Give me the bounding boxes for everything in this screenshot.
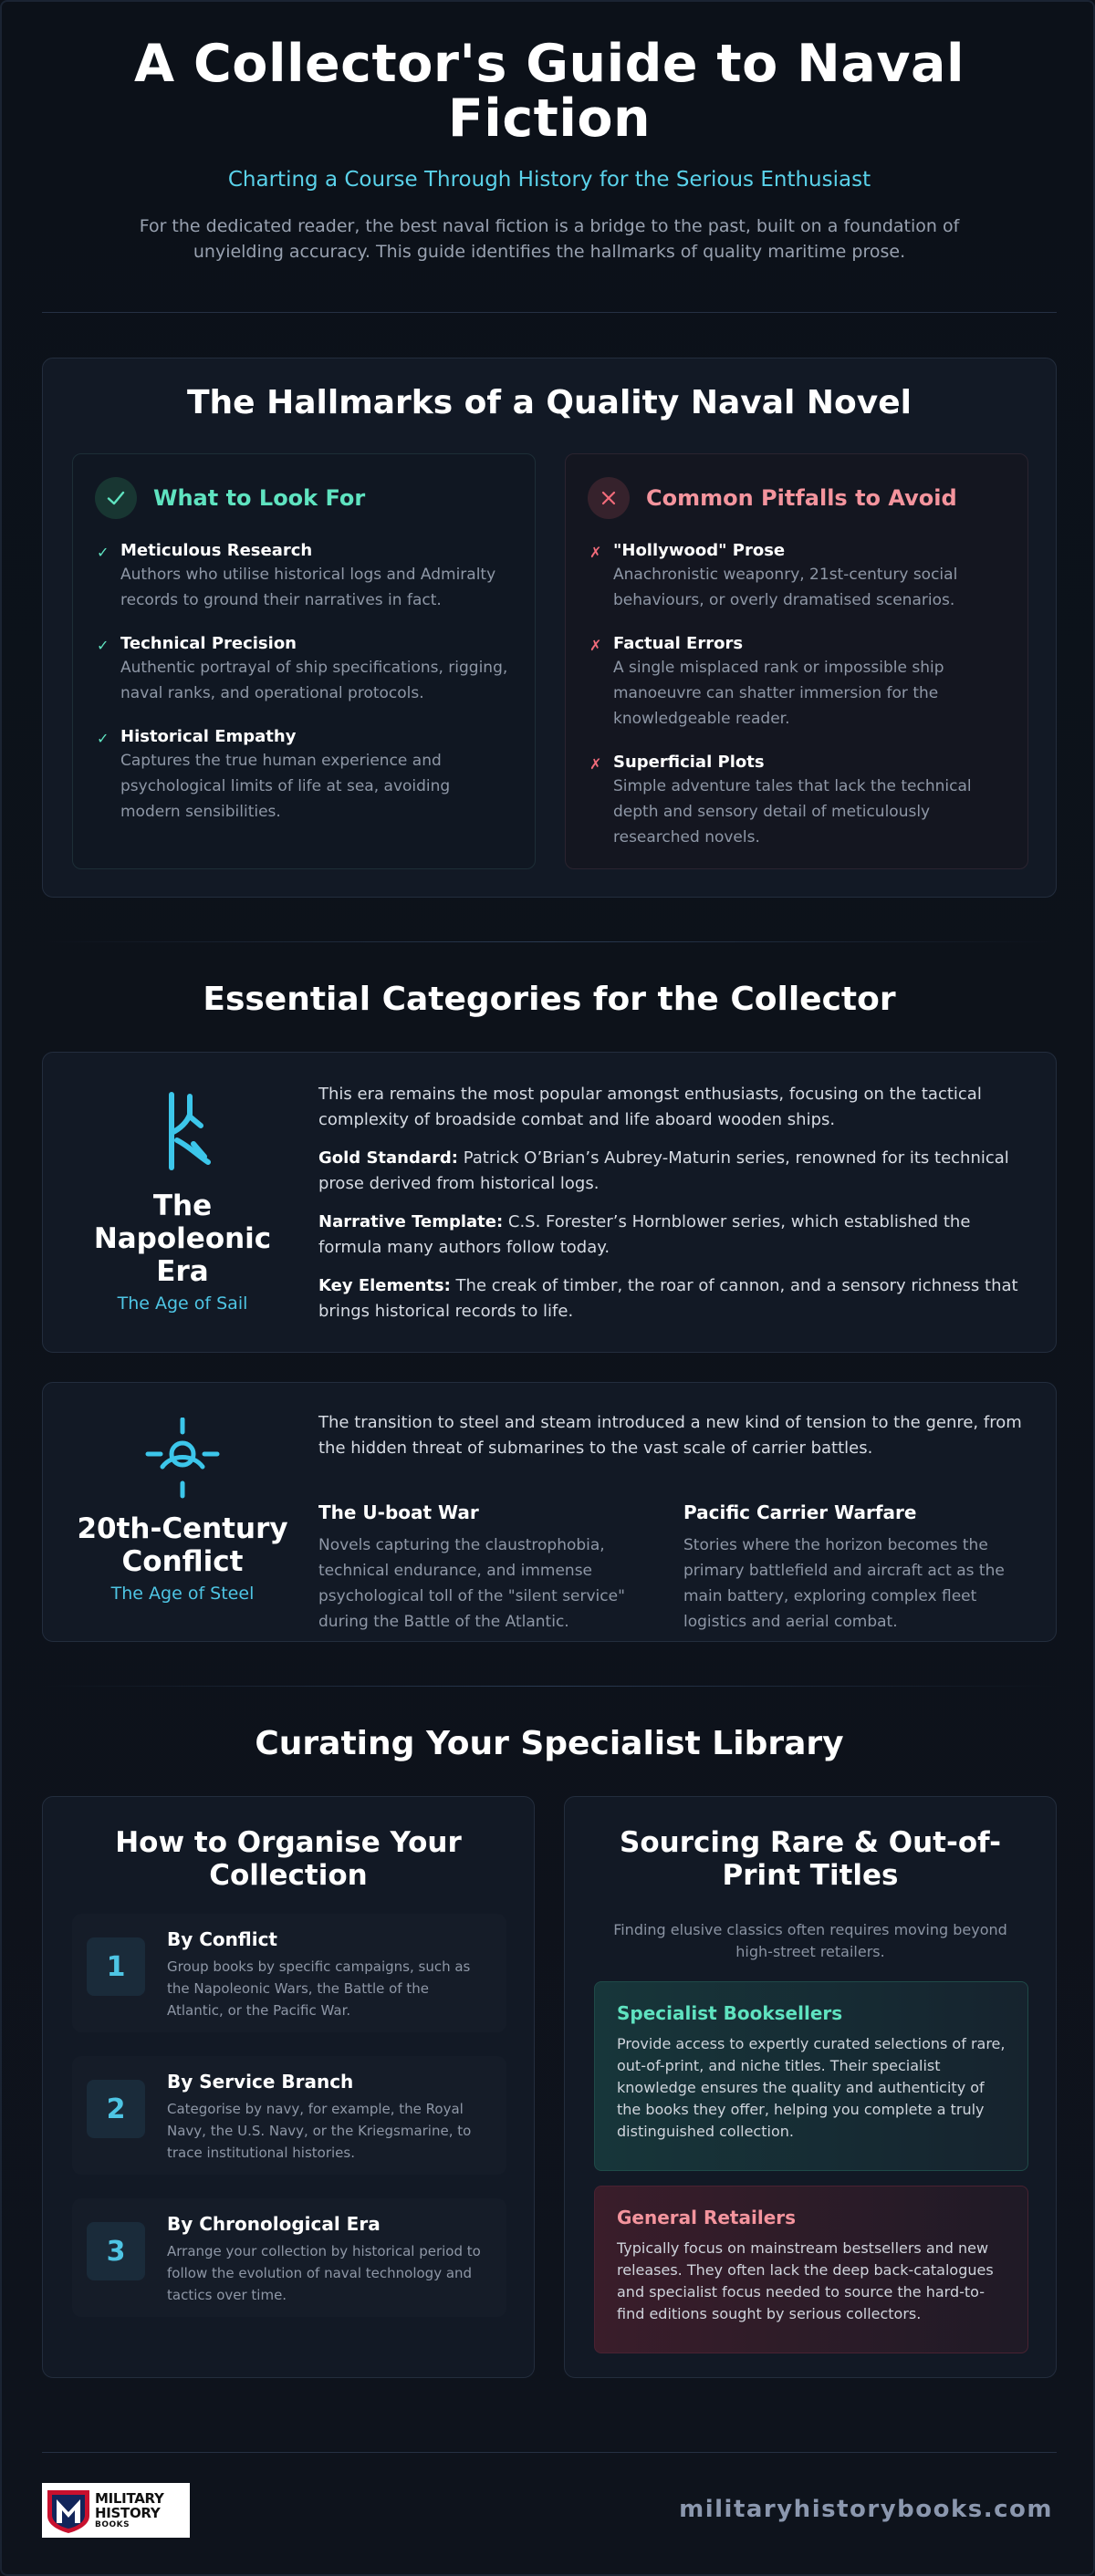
hallmarks-section — [42, 358, 1057, 898]
list-item — [588, 752, 1006, 850]
site-logo[interactable] — [42, 2483, 190, 2538]
step-title: By Conflict — [167, 1928, 277, 1950]
step-number: 3 — [87, 2222, 145, 2280]
logo-line: BOOKS — [95, 2519, 130, 2529]
step-desc: Arrange your collection by historical period to follow the evolution of naval technology and tactics over time. — [167, 2243, 481, 2303]
logo-text — [95, 2491, 164, 2530]
general-title: General Retailers — [617, 2207, 797, 2228]
twentieth-intro: The transition to steel and steam introduced a new kind of tension to the genre, from the hidden threat of submarines to the vast scale of carrier battles. — [318, 1413, 1022, 1458]
list-item — [95, 633, 513, 706]
sourcing-intro: Finding elusive classics often requires moving beyond high-street retailers. — [613, 1921, 1007, 1960]
look-for-heading: What to Look For — [153, 485, 366, 511]
item-title: Historical Empathy — [120, 727, 297, 746]
point-text: C.S. Forester’s Hornblower series, which established the formula many authors follow today. — [318, 1212, 971, 1257]
point-text: The creak of timber, the roar of cannon, and a sensory richness that brings historical records to life. — [318, 1276, 1018, 1321]
library-title: Curating Your Specialist Library — [255, 1725, 844, 1762]
uboat-desc: Novels capturing the claustrophobia, technical endurance, and immense psychological toll of the "silent service" during the Battle of the Atlantic. — [318, 1536, 625, 1631]
napoleonic-body — [318, 1082, 1030, 1337]
point-text: Patrick O’Brian’s Aubrey-Maturin series, renowned for its technical prose derived from historical logs. — [318, 1148, 1009, 1193]
organise-card — [42, 1796, 535, 2378]
check-circle-icon — [95, 477, 137, 519]
check-icon: ✓ — [97, 637, 110, 654]
specialist-title: Specialist Booksellers — [617, 2002, 843, 2024]
sourcing-heading: Sourcing Rare & Out-of-Print Titles — [620, 1826, 1001, 1892]
step-desc: Categorise by navy, for example, the Royal Navy, the U.S. Navy, or the Kriegsmarine, to trace institutional histories. — [167, 2101, 472, 2161]
item-title: Meticulous Research — [120, 541, 313, 560]
napoleonic-point — [318, 1146, 1030, 1197]
hallmarks-title: The Hallmarks of a Quality Naval Novel — [186, 384, 912, 421]
general-retailers-box — [594, 2186, 1028, 2353]
check-icon: ✓ — [97, 730, 110, 747]
organise-heading: How to Organise Your Collection — [115, 1826, 462, 1892]
logo-line: HISTORY — [95, 2504, 161, 2521]
anchor-sail-icon — [43, 1089, 322, 1177]
napoleonic-intro: This era remains the most popular amongst enthusiasts, focusing on the tactical complexity of broadside combat and life aboard wooden ships. — [318, 1085, 982, 1129]
twentieth-name: 20th-Century Conflict — [77, 1512, 288, 1578]
general-desc: Typically focus on mainstream bestsellers and new releases. They often lack the deep back-catalogues and specialist focus needed to source the hard-to-find editions sought by serious collectors. — [617, 2239, 994, 2322]
periscope-icon — [43, 1418, 322, 1500]
point-label: Gold Standard: — [318, 1148, 458, 1168]
point-label: Narrative Template: — [318, 1212, 504, 1231]
sourcing-card — [564, 1796, 1057, 2378]
list-item — [95, 540, 513, 613]
pacific-title: Pacific Carrier Warfare — [683, 1501, 917, 1523]
item-desc: Authors who utilise historical logs and Admiralty records to ground their narratives in fact. — [120, 566, 496, 609]
napoleonic-point — [318, 1210, 1030, 1261]
list-item — [588, 540, 1006, 613]
item-desc: A single misplaced rank or impossible ship manoeuvre can shatter immersion for the knowledgeable reader. — [613, 659, 944, 728]
categories-title: Essential Categories for the Collector — [203, 981, 896, 1018]
uboat-title: The U-boat War — [318, 1501, 479, 1523]
step-number: 2 — [87, 2080, 145, 2138]
step-title: By Chronological Era — [167, 2213, 381, 2235]
pacific-desc: Stories where the horizon becomes the primary battlefield and aircraft act as the main battery, exploring complex fleet logistics and aerial combat. — [683, 1536, 1005, 1631]
step-desc: Group books by specific campaigns, such as the Napoleonic Wars, the Battle of the Atlantic, or the Pacific War. — [167, 1958, 471, 2019]
uboat-column — [318, 1501, 647, 1635]
napoleonic-name: The Napoleonic Era — [93, 1189, 272, 1288]
napoleonic-category-card — [42, 1052, 1057, 1353]
site-url-link[interactable]: militaryhistorybooks.com — [679, 2496, 1053, 2523]
organise-step — [72, 1914, 506, 2032]
napoleonic-side — [43, 1089, 322, 1314]
item-desc: Simple adventure tales that lack the technical depth and sensory detail of meticulously researched novels. — [613, 777, 972, 847]
section-divider — [42, 1686, 1057, 1687]
check-icon: ✓ — [97, 544, 110, 561]
organise-step — [72, 2198, 506, 2317]
logo-shield-icon — [46, 2487, 91, 2534]
page-subtitle: Charting a Course Through History for the Serious Enthusiast — [227, 168, 871, 192]
x-circle-icon — [588, 477, 630, 519]
item-desc: Authentic portrayal of ship specifications, rigging, naval ranks, and operational protocols. — [120, 659, 508, 702]
page-title: A Collector's Guide to Naval Fiction — [134, 34, 965, 149]
header-divider — [42, 312, 1057, 313]
napoleonic-point — [318, 1273, 1030, 1324]
twentieth-century-category-card — [42, 1382, 1057, 1642]
list-item — [95, 726, 513, 825]
section-divider — [42, 941, 1057, 942]
organise-step — [72, 2056, 506, 2175]
step-number: 1 — [87, 1937, 145, 1996]
pitfalls-card — [565, 453, 1028, 869]
cross-icon: ✗ — [589, 637, 602, 654]
specialist-desc: Provide access to expertly curated selections of rare, out-of-print, and niche titles. Their specialist knowledge ensures the quality and authenticity of the books they offer, helping you complete a truly distinguished collection. — [617, 2035, 1006, 2140]
twentieth-body — [318, 1410, 1030, 1629]
step-title: By Service Branch — [167, 2071, 354, 2093]
item-title: Technical Precision — [120, 634, 297, 653]
page-intro: For the dedicated reader, the best naval fiction is a bridge to the past, built on a foundation of unyielding accuracy. This guide identifies the hallmarks of quality maritime prose. — [139, 216, 960, 262]
item-title: "Hollywood" Prose — [613, 541, 786, 560]
item-desc: Anachronistic weaponry, 21st-century social behaviours, or overly dramatised scenarios. — [613, 566, 958, 609]
pitfalls-heading: Common Pitfalls to Avoid — [646, 485, 957, 511]
twentieth-age: The Age of Steel — [110, 1584, 255, 1604]
point-label: Key Elements: — [318, 1276, 451, 1295]
twentieth-side — [43, 1418, 322, 1604]
item-desc: Captures the true human experience and psychological limits of life at sea, avoiding modern sensibilities. — [120, 752, 451, 821]
specialist-booksellers-box — [594, 1981, 1028, 2171]
pacific-column — [683, 1501, 1012, 1635]
look-for-card — [72, 453, 536, 869]
item-title: Factual Errors — [613, 634, 744, 653]
cross-icon: ✗ — [589, 755, 602, 773]
napoleonic-age: The Age of Sail — [117, 1293, 248, 1314]
list-item — [588, 633, 1006, 732]
item-title: Superficial Plots — [613, 753, 765, 772]
cross-icon: ✗ — [589, 544, 602, 561]
page-header — [42, 36, 1057, 265]
logo-line: MILITARY — [95, 2489, 164, 2507]
footer-divider — [42, 2452, 1057, 2453]
